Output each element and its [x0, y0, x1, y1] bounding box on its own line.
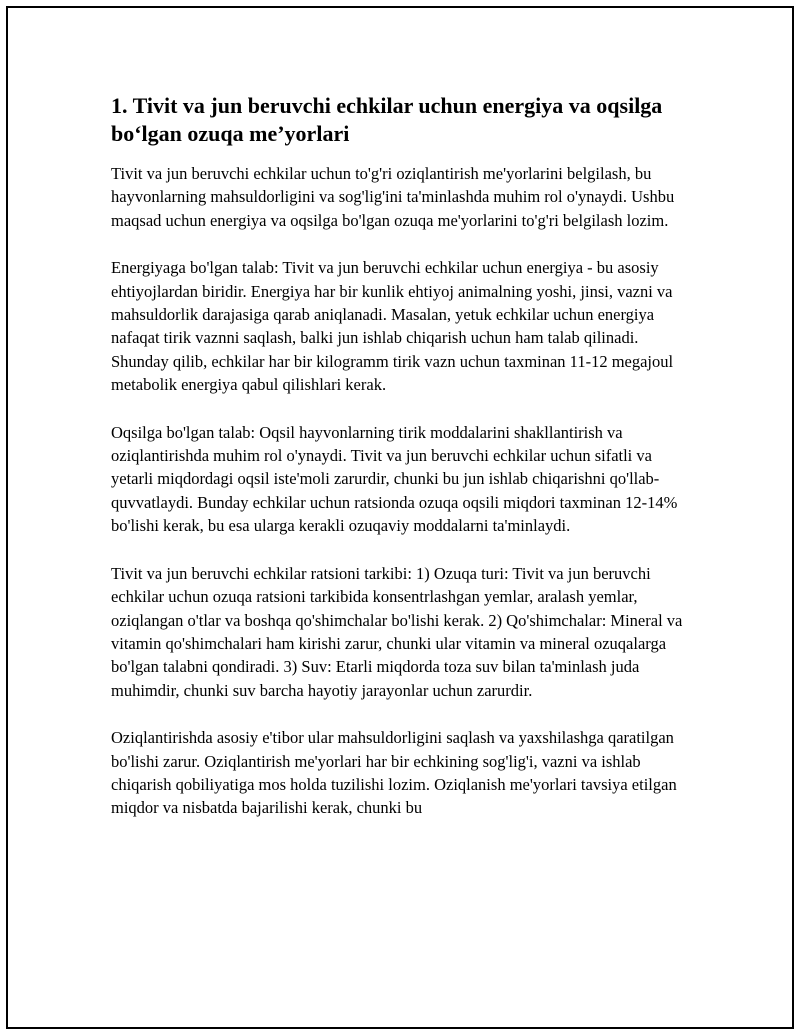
paragraph-feeding-focus: Oziqlantirishda asosiy e'tibor ular mahsuldorligini saqlash va yaxshilashga qaratilgan bo'lishi zarur. Oziqlantirish me'yorlari har bir echkining sog'lig'i, vazni va ishlab chiqarish qobiliyatiga mos holda tuzilishi lozim. Oziqlanish me'yorlari tavsiya etilgan miqdor va nisbatda bajarilishi kerak, chunki bu [111, 728, 677, 818]
paragraph-energy-requirement: Energiyaga bo'lgan talab: Tivit va jun beruvchi echkilar uchun energiya - bu asosiy ehtiyojlardan biridir. Energiya har bir kunlik ehtiyoj animalning yoshi, jinsi, vazni va mahsuldorlik darajasiga qarab aniqlanadi. Masalan, yetuk echkilar uchun energiya nafaqat tirik vaznni saqlash, balki jun ishlab chiqarish uchun ham talab qilinadi. Shunday qilib, echkilar har bir kilogramm tirik vazn uchun taxminan 11-12 megajoul metabolik energiya qabul qilishlari kerak. [111, 258, 674, 395]
document-body [111, 92, 691, 844]
paragraph-introduction: Tivit va jun beruvchi echkilar uchun to'g'ri oziqlantirish me'yorlarini belgilash, bu hayvonlarning mahsuldorligini va sog'lig'ini ta'minlashda muhim rol o'ynaydi. Ushbu maqsad uchun energiya va oqsilga bo'lgan ozuqa me'yorlarini to'g'ri belgilash lozim. [111, 164, 675, 230]
paragraph-ration-composition: Tivit va jun beruvchi echkilar ratsioni tarkibi: 1) Ozuqa turi: Tivit va jun beruvchi echkilar uchun ozuqa ratsioni tarkibida konsentrlashgan yemlar, aralash yemlar, oziqlangan o'tlar va boshqa qo'shimchalar bo'lishi kerak. 2) Qo'shimchalar: Mineral va vitamin qo'shimchalari ham kirishi zarur, chunki ular vitamin va mineral ozuqalarga bo'lgan talabni qondiradi. 3) Suv: Etarli miqdorda toza suv bilan ta'minlash juda muhimdir, chunki suv barcha hayotiy jarayonlar uchun zarurdir. [111, 563, 683, 700]
section-title: 1. Tivit va jun beruvchi echkilar uchun energiya va oqsilga bo‘lgan ozuqa me’yorlari [111, 93, 663, 146]
paragraph-protein-requirement: Oqsilga bo'lgan talab: Oqsil hayvonlarning tirik moddalarini shakllantirish va oziqlantirishda muhim rol o'ynaydi. Tivit va jun beruvchi echkilar uchun sifatli va yetarli miqdordagi oqsil iste'moli zarurdir, chunki bu jun ishlab chiqarishni qo'llab-quvvatlaydi. Bunday echkilar uchun ratsionda ozuqa oqsili miqdori taxminan 12-14% bo'lishi kerak, bu esa ularga kerakli ozuqaviy moddalarni ta'minlaydi. [111, 422, 678, 536]
